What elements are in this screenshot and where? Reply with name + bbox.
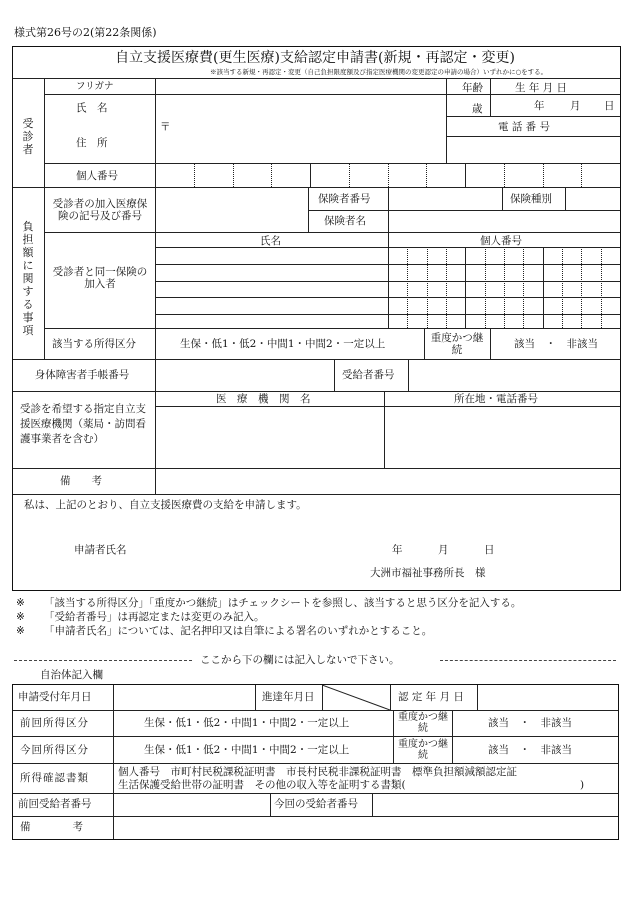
office-section-title: 自治体記入欄	[40, 669, 103, 681]
income-class-options[interactable]: 生保・低1・低2・中間1・中間2・一定以上	[180, 338, 386, 350]
applicant-name-label: 申請者氏名	[74, 544, 127, 556]
phone-input-area[interactable]	[447, 137, 619, 162]
prev-severe-label: 重度かつ継続	[398, 712, 448, 734]
income-docs-close: )	[580, 779, 585, 791]
birth-year: 年	[534, 100, 545, 112]
addressee: 大洲市福祉事務所長 様	[370, 567, 486, 579]
phone-label: 電 話 番 号	[498, 121, 551, 133]
insurance-symbol-input[interactable]	[156, 188, 307, 231]
member-digit-divider	[601, 247, 602, 328]
facility-address-header: 所在地・電話番号	[454, 393, 538, 405]
furigana-label: フリガナ	[76, 81, 114, 92]
income-docs-label: 所得確認書類	[20, 772, 89, 784]
insurance-type-label: 保険種別	[510, 193, 552, 205]
income-class-label: 該当する所得区分	[52, 338, 136, 350]
date-day: 日	[484, 544, 495, 556]
patient-digit-divider	[310, 164, 311, 187]
remarks-label: 備 考	[60, 475, 102, 487]
member-digit-divider	[465, 247, 466, 328]
patient-section-label: 受診者	[22, 117, 34, 156]
insurance-symbol-label: 受診者の加入医療保険の記号及び番号	[52, 198, 148, 222]
member-digit-divider	[504, 247, 505, 328]
facility-address-input[interactable]	[385, 407, 619, 467]
address-label: 住 所	[76, 137, 108, 149]
curr-income-label: 今回所得区分	[20, 744, 89, 756]
patient-digit-divider	[271, 164, 272, 187]
patient-digit-divider	[465, 164, 466, 187]
office-remarks-label: 備 考	[20, 821, 83, 833]
facility-name-input[interactable]	[156, 407, 383, 467]
member-digit-divider	[485, 247, 486, 328]
note-mark-1: ※	[16, 597, 25, 609]
member-digit-divider	[427, 247, 428, 328]
approved-date-label: 認 定 年 月 日	[398, 691, 464, 703]
birth-day: 日	[604, 100, 615, 112]
form-number: 様式第26号の2(第22条関係)	[14, 26, 157, 39]
title-note: ※該当する新規・再認定・変更（自己負担限度額及び指定医療機関の変更認定の申請の場合）いずれかに○をする。	[210, 68, 548, 76]
disability-book-label: 身体障害者手帳番号	[34, 369, 130, 381]
member-digit-divider	[523, 247, 524, 328]
prev-recipient-input[interactable]	[114, 794, 269, 815]
patient-digit-divider	[388, 164, 389, 187]
prev-income-label: 前回所得区分	[20, 717, 89, 729]
members-label: 受診者と同一保険の加入者	[52, 266, 148, 290]
patient-digit-divider	[349, 164, 350, 187]
age-unit: 歳	[472, 103, 483, 115]
remarks-input[interactable]	[156, 469, 619, 493]
date-year: 年	[392, 544, 403, 556]
curr-income-options[interactable]: 生保・低1・低2・中間1・中間2・一定以上	[144, 744, 350, 756]
member-digit-divider	[543, 247, 544, 328]
office-remarks-input[interactable]	[114, 817, 617, 838]
approved-date-input[interactable]	[478, 686, 618, 709]
income-docs-line1[interactable]: 個人番号 市町村民税課税証明書 市長村民税非課税証明書 標準負担額減額認定証	[118, 766, 517, 778]
curr-recipient-input[interactable]	[373, 794, 617, 815]
cut-line-left	[14, 660, 192, 661]
facility-label: 受診を希望する指定自立支援医療機関（薬局・訪問看護事業者を含む）	[20, 403, 146, 445]
member-digit-divider	[407, 247, 408, 328]
patient-digit-divider	[504, 164, 505, 187]
prev-recipient-label: 前回受給者番号	[18, 798, 92, 810]
my-number-label: 個人番号	[76, 170, 118, 182]
prev-severe-options[interactable]: 該当 ・ 非該当	[488, 717, 572, 729]
name-label: 氏 名	[76, 102, 108, 114]
recipient-number-input[interactable]	[409, 360, 619, 390]
reached-date-diagonal	[322, 685, 390, 710]
date-month: 月	[438, 544, 449, 556]
members-number-header: 個人番号	[480, 235, 522, 247]
severe-label: 重度かつ継続	[430, 331, 484, 356]
note-text-2: 「受給者番号」は再認定または変更のみ記入。	[44, 611, 265, 623]
curr-recipient-label: 今回の受給者番号	[274, 798, 358, 810]
burden-section-label: 負担額に関する事項	[22, 220, 34, 337]
patient-digit-divider	[426, 164, 427, 187]
cut-line-right	[440, 660, 616, 661]
form-title: 自立支援医療費(更生医療)支給認定申請書(新規・再認定・変更)	[115, 50, 515, 66]
disability-book-input[interactable]	[156, 360, 333, 390]
patient-digit-divider	[581, 164, 582, 187]
patient-digit-divider	[543, 164, 544, 187]
note-mark-2: ※	[16, 611, 25, 623]
facility-name-header: 医 療 機 関 名	[216, 393, 311, 405]
curr-severe-options[interactable]: 該当 ・ 非該当	[488, 744, 572, 756]
note-text-1: 「該当する所得区分」「重度かつ継続」はチェックシートを参照し、該当すると思う区分を記入する。	[44, 597, 522, 609]
note-text-3: 「申請者氏名」については、記名押印又は自筆による署名のいずれかとすること。	[44, 625, 433, 637]
member-digit-divider	[562, 247, 563, 328]
patient-digit-divider	[233, 164, 234, 187]
received-date-input[interactable]	[114, 686, 254, 709]
severe-options[interactable]: 該当 ・ 非該当	[514, 338, 598, 350]
members-name-header: 氏名	[260, 235, 281, 247]
insurer-number-label: 保険者番号	[318, 193, 371, 205]
recipient-number-label: 受給者番号	[342, 369, 395, 381]
income-docs-line2[interactable]: 生活保護受給世帯の証明書 その他の収入等を証明する書類(	[118, 779, 406, 791]
member-digit-divider	[446, 247, 447, 328]
note-mark-3: ※	[16, 625, 25, 637]
name-input-area[interactable]	[156, 95, 445, 162]
member-digit-divider	[581, 247, 582, 328]
applicant-name-input[interactable]	[140, 538, 360, 558]
postal-mark: 〒	[160, 121, 171, 133]
cut-line-text: ここから下の欄には記入しないで下さい。	[200, 654, 400, 666]
birth-date-label: 生 年 月 日	[515, 82, 568, 94]
prev-income-options[interactable]: 生保・低1・低2・中間1・中間2・一定以上	[144, 717, 350, 729]
reached-date-label: 進達年月日	[262, 691, 315, 703]
insurer-name-label: 保険者名	[324, 215, 366, 227]
birth-month: 月	[570, 100, 581, 112]
age-label: 年齢	[462, 82, 483, 94]
received-date-label: 申請受付年月日	[18, 691, 92, 703]
declaration-text: 私は、上記のとおり、自立支援医療費の支給を申請します。	[24, 499, 307, 511]
patient-digit-divider	[194, 164, 195, 187]
curr-severe-label: 重度かつ継続	[398, 738, 448, 761]
